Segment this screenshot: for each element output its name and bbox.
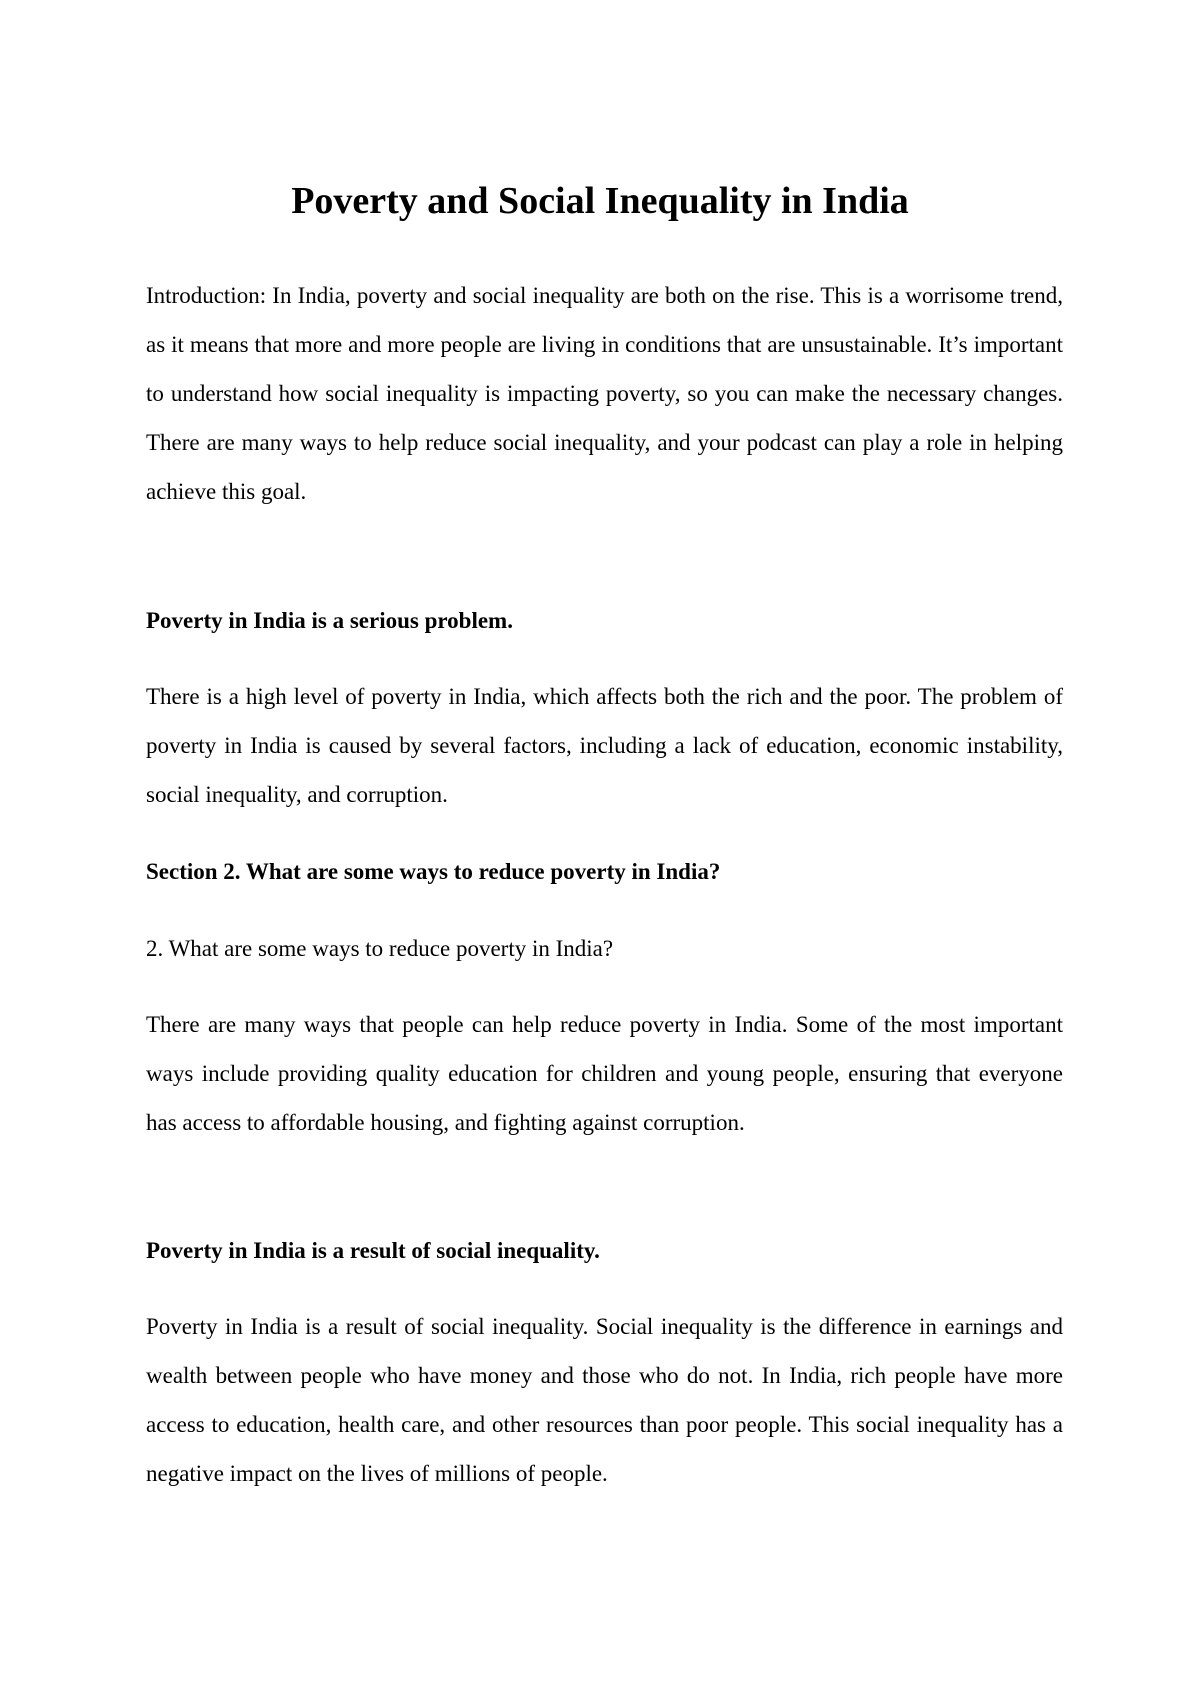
inequality-paragraph: Poverty in India is a result of social inequality. Social inequality is the difference in earnings and wealth between people who have money and those who do not. In India, rich people have more access to education, health care, and other resources than poor people. This social inequality has a negative impact on the lives of millions of people. — [146, 1314, 1063, 1486]
intro-paragraph: Introduction: In India, poverty and social inequality are both on the rise. This is a worrisome trend, as it means that more and more people are living in conditions that are unsustainable. It’s important to understand how social inequality is impacting poverty, so you can make the necessary changes. There are many ways to help reduce social inequality, and your podcast can play a role in helping achieve this goal. — [146, 283, 1063, 504]
section-heading-ways-to-reduce: Section 2. What are some ways to reduce poverty in India? — [146, 859, 721, 884]
ways-paragraph: There are many ways that people can help reduce poverty in India. Some of the most important ways include providing quality education for children and young people, ensuring that everyone has access to affordable housing, and fighting against corruption. — [146, 1012, 1063, 1135]
question-line: 2. What are some ways to reduce poverty in India? — [146, 936, 614, 961]
poverty-level-paragraph: There is a high level of poverty in India, which affects both the rich and the poor. The problem of poverty in India is caused by several factors, including a lack of education, economic instability, social inequality, and corruption. — [146, 684, 1063, 807]
section-heading-result-of-inequality: Poverty in India is a result of social inequality. — [146, 1238, 600, 1263]
document-title: Poverty and Social Inequality in India — [291, 180, 909, 222]
section-heading-serious-problem: Poverty in India is a serious problem. — [146, 608, 513, 633]
